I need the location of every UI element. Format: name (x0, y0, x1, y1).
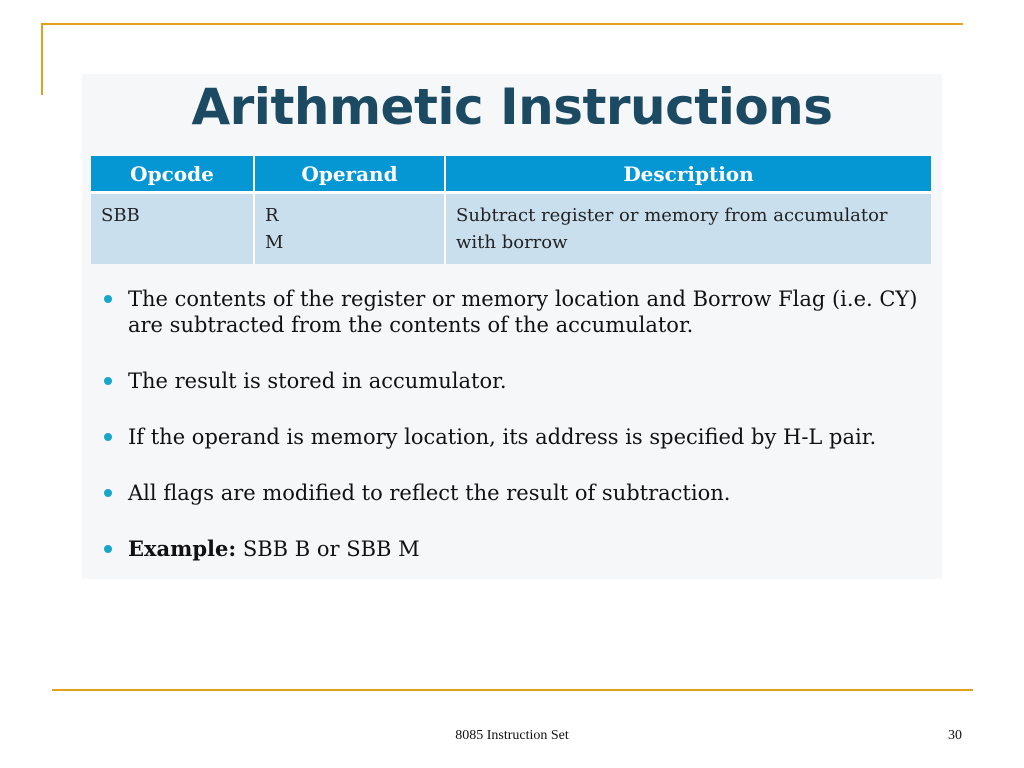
example-label: Example: (128, 536, 237, 561)
cell-opcode (91, 193, 254, 265)
bullet-dot-icon (104, 433, 112, 441)
bullet-dot-icon (104, 377, 112, 385)
list-item (104, 424, 934, 450)
bullet-dot-icon (104, 545, 112, 553)
operand-line: M (265, 232, 284, 253)
bullet-text: If the operand is memory location, its address is specified by H-L pair. (128, 425, 877, 449)
list-item (104, 286, 934, 338)
cell-description (445, 193, 931, 265)
bullet-text: The contents of the register or memory location and Borrow Flag (i.e. CY) are subtracted from the contents of the accumulator. (128, 287, 918, 337)
table-row (91, 193, 931, 265)
bullet-text: All flags are modified to reflect the result of subtraction. (128, 481, 731, 505)
list-item (104, 368, 934, 394)
list-item (104, 480, 934, 506)
bullet-list (104, 286, 934, 592)
header-opcode: Opcode (91, 156, 254, 193)
instruction-table (91, 156, 931, 264)
opcode-value: SBB (101, 205, 140, 226)
description-line: Subtract register or memory from accumulator (456, 205, 888, 226)
slide-title: Arithmetic Instructions (191, 78, 833, 136)
header-description: Description (445, 156, 931, 193)
example-text: SBB B or SBB M (242, 537, 420, 561)
page-number: 30 (948, 728, 962, 743)
header-operand: Operand (254, 156, 445, 193)
bullet-dot-icon (104, 489, 112, 497)
table-header-row (91, 156, 931, 193)
operand-line: R (265, 205, 279, 226)
bullet-dot-icon (104, 295, 112, 303)
bullet-text: The result is stored in accumulator. (128, 369, 507, 393)
frame-left-line (41, 23, 43, 95)
list-item-example (104, 536, 934, 562)
cell-operand (254, 193, 445, 265)
frame-top-line (41, 23, 963, 25)
description-line: with borrow (456, 232, 568, 253)
footer-text: 8085 Instruction Set (455, 728, 569, 743)
frame-bottom-line (52, 689, 973, 691)
